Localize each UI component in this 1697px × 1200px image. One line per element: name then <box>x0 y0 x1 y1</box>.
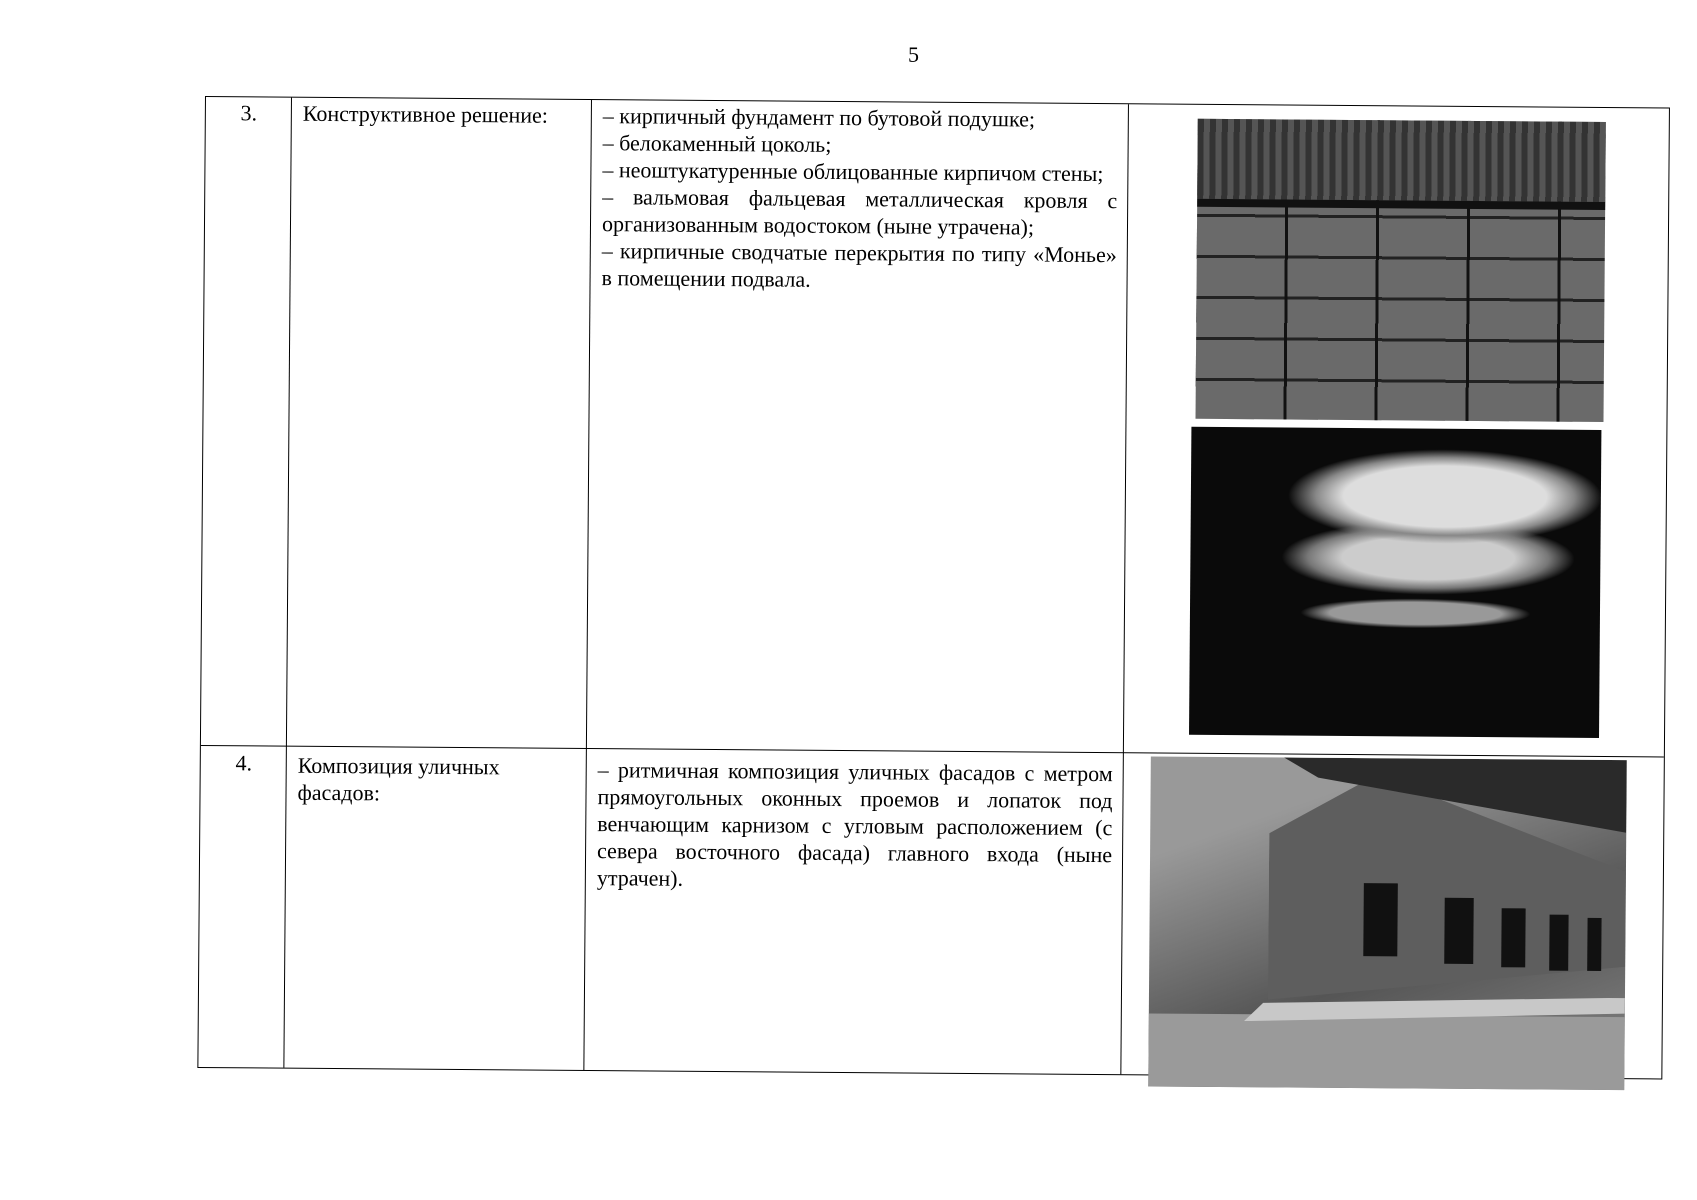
row-number: 4. <box>235 750 253 776</box>
row-title: Конструктивное решение: <box>302 100 549 128</box>
description-table <box>197 96 1670 1079</box>
column-divider <box>283 98 292 1068</box>
column-divider <box>1120 104 1129 1074</box>
list-item: – ритмичная композиция уличных фасадов с метром прямоугольных оконных проемов и лопаток под венчающим карнизом с угловым расположением (с севера восточного фасада) главного входа (ныне утрачен). <box>596 757 1113 891</box>
row-title: Композиция уличных фасадов: <box>297 752 500 806</box>
page-number: 5 <box>908 42 919 67</box>
row-number: 3. <box>240 100 258 126</box>
brick-wall-photo <box>1195 119 1605 422</box>
street-facade-photo <box>1148 756 1627 1090</box>
row-description <box>601 102 1117 295</box>
list-item: – кирпичный фундамент по бутовой подушке; <box>602 103 1036 132</box>
list-item: – кирпичные сводчатые перекрытия по типу «Монье» в помещении подвала. <box>601 238 1117 292</box>
row-description <box>597 756 1113 895</box>
list-item: – вальмовая фальцевая металлическая кровля с организованным водостоком (ныне утрачена); <box>601 184 1118 240</box>
column-divider <box>583 100 592 1070</box>
list-item: – белокаменный цоколь; <box>602 130 832 157</box>
vaulted-ceiling-photo <box>1189 427 1601 738</box>
list-item: – неоштукатуренные облицованные кирпичом стены; <box>602 157 1104 187</box>
